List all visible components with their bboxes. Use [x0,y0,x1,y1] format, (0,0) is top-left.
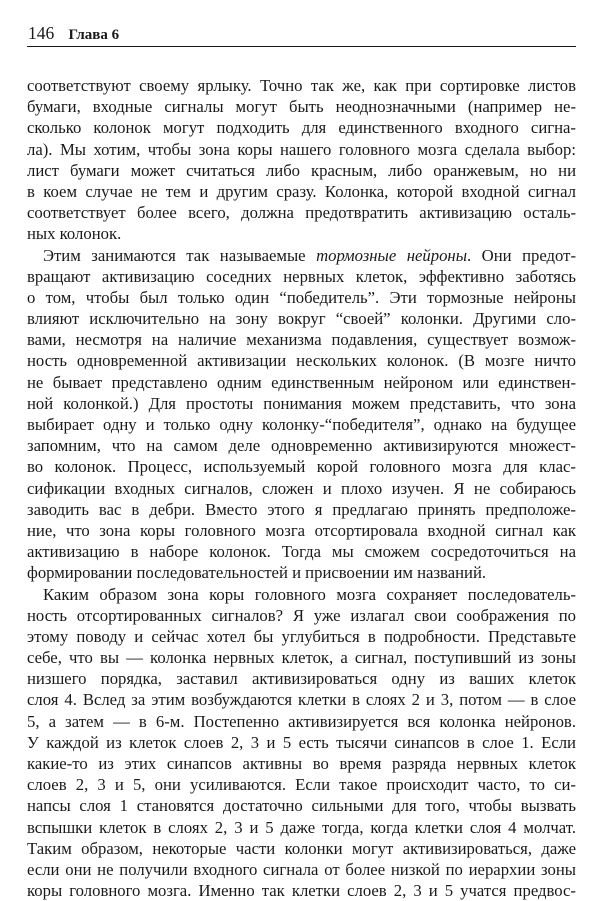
text-line: влияют исключительно на зону вокруг “своей” колонки. Другими сло- [27,309,576,329]
text-line: сколько колонок могут подходить для единственного входного сигна- [27,118,576,138]
emphasis-term: тормозные нейроны [316,245,468,265]
text-line: ность одновременной активизации нескольких колонок. (В мозге ничто [27,351,576,371]
paragraph-3 [27,584,576,901]
text-line: ла). Мы хотим, чтобы зона коры нашего головного мозга сделала выбор: [27,139,576,159]
text-line: о том, чтобы был только один “победитель”. Эти тормозные нейроны [27,287,576,307]
text-line: если они не получили входного сигнала от более низкой по иерархии зоны [27,859,576,879]
text-line: себе, что вы — колонка нервных клеток, а сигнал, поступивший из зоны [27,648,576,668]
text-line: слоя 4. Вслед за этим возбуждаются клетки в слоях 2 и 3, потом — в слое [27,690,576,710]
text-line: вами, несмотря на наличие механизма подавления, существует возмож- [27,330,576,350]
body-text [27,75,576,901]
text-line: ной колонкой.) Для простоты понимания можем представить, что зона [27,393,576,413]
text-line: ных колонок. [27,224,122,244]
text-line: соответствует более всего, должна предотвратить активизацию осталь- [27,203,576,223]
header-rule [27,46,576,47]
text-line: в коем случае не тем и другим сразу. Колонка, которой входной сигнал [27,181,576,201]
chapter-title: Глава 6 [68,27,120,43]
text-fragment: . Они предот- [467,245,576,265]
paragraph-1 [27,75,576,245]
text-line: выбирает одну и только одну колонку-“победителя”, однако на будущее [27,415,576,434]
text-line: активизацию в наборе колонок. Тогда мы сможем сосредоточиться на [27,542,576,562]
text-line: У каждой из клеток слоев 2, 3 и 5 есть тысячи синапсов в слое 1. Если [27,732,576,752]
text-line: ность отсортированных сигналов? Я уже излагал свои соображения по [27,605,576,625]
text-line: какие-то из этих синапсов активны во время разряда нервных клеток [27,754,576,773]
text-line [27,245,576,266]
paragraph-2 [27,245,576,584]
text-line: во колонок. Процесс, используемый корой головного мозга для клас- [27,457,576,477]
text-line: ние, что зона коры головного мозга отсортировала входной сигнал как [27,520,576,540]
text-line: коры головного мозга. Именно так клетки слоев 2, 3 и 5 учатся предвос- [27,881,576,901]
text-line: этому поводу и сейчас хотел бы углубиться в подробности. Представьте [27,626,576,646]
text-line: вспышки клеток в слоях 2, 3 и 5 даже тогда, когда клетки слоя 4 молчат. [27,817,576,837]
text-line: Каким образом зона коры головного мозга сохраняет последователь- [43,584,576,604]
text-line: формировании последовательностей и присвоении им названий. [27,563,487,583]
text-line: напсы слоя 1 становятся достаточно сильными для того, чтобы вызвать [27,796,576,816]
text-line: низшего порядка, заставил активизироваться одну из ваших клеток [27,669,576,689]
page-header [28,22,576,44]
text-line: сификации входных сигналов, сложен и плохо изучен. Я не собираюсь [27,478,576,498]
page-number: 146 [28,23,55,43]
text-line: лист бумаги может считаться либо красным, либо оранжевым, но ни [27,160,576,180]
text-line: соответствуют своему ярлыку. Точно так же, как при сортировке листов [27,76,576,95]
text-line: вращают активизацию соседних нервных клеток, эффективно заботясь [27,266,576,286]
text-line: не бывает представлено одним единственным нейроном или единствен- [27,372,576,392]
text-line: 5, а затем — в 6-м. Постепенно активизируется вся колонка нейронов. [27,711,576,731]
text-line: слоев 2, 3 и 5, они усиливаются. Если такое происходит часто, то си- [27,775,576,795]
text-line: запомним, что на самом деле одновременно активизируются множест- [27,436,576,456]
text-line: Таким образом, некоторые части колонки могут активизироваться, даже [27,838,576,858]
text-fragment: Этим занимаются так называемые [43,245,317,265]
text-line: бумаги, входные сигналы могут быть неоднозначными (например не- [27,97,576,117]
text-line: заводить вас в дебри. Вместо этого я предлагаю принять предположе- [27,499,576,519]
